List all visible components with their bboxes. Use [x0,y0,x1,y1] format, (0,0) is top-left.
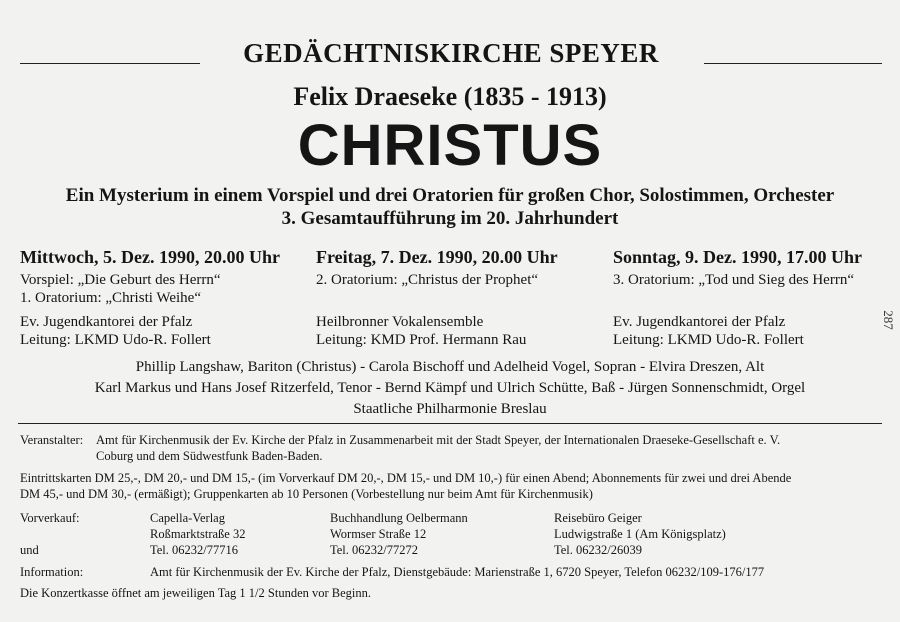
concert-column-1 [20,245,310,349]
work-title: CHRISTUS [297,113,603,178]
organizer-label: Veranstalter: [20,433,84,447]
concert-choir: Ev. Jugendkantorei der Pfalz [613,314,786,330]
organizer-text [96,432,886,464]
shop-phone: Tel. 06232/77272 [330,543,419,557]
ticket-prices [20,470,890,502]
shop-phone: Tel. 06232/26039 [554,543,643,557]
subtitle-line-1: Ein Mysterium in einem Vorspiel und drei Oratorien für großen Chor, Solostimmen, Orchester [65,185,835,206]
concert-work: 1. Oratorium: „Christi Weihe“ [20,290,201,306]
concert-column-2 [316,245,606,349]
concert-date: Mittwoch, 5. Dez. 1990, 20.00 Uhr [20,247,280,267]
organizer-line-1: Amt für Kirchenmusik der Ev. Kirche der Pfalz in Zusammenarbeit mit der Stadt Speyer, der Internationalen Draeseke-Gesellschaft e. V. [96,433,781,447]
venue-title: GEDÄCHTNISKIRCHE SPEYER [243,38,659,68]
shop-street: Ludwigstraße 1 (Am Königsplatz) [554,527,726,541]
margin-note: 287 [880,310,896,330]
shop-phone: Tel. 06232/77716 [150,543,239,557]
orchestra-line: Staatliche Philharmonie Breslau [353,401,547,417]
box-office-note: Die Konzertkasse öffnet am jeweiligen Tag 1 1/2 Stunden vor Beginn. [20,586,372,600]
information-label: Information: [20,565,84,579]
shop-street: Roßmarktstraße 32 [150,527,246,541]
concert-date: Sonntag, 9. Dez. 1990, 17.00 Uhr [613,247,863,267]
presale-and-label: und [20,543,39,557]
presale-shop [150,510,360,558]
concert-choir: Heilbronner Vokalensemble [316,314,484,330]
presale-label: Vorverkauf: [20,511,80,525]
concert-choir: Ev. Jugendkantorei der Pfalz [20,314,193,330]
shop-name: Buchhandlung Oelbermann [330,511,468,525]
ticket-line-1: Eintrittskarten DM 25,-, DM 20,- und DM 15,- (im Vorverkauf DM 20,-, DM 15,- und DM 10,-) für einen Abend; Abonnements für zwei und drei Abende [20,471,792,485]
subtitle-line-2: 3. Gesamtaufführung im 20. Jahrhundert [281,208,619,229]
cast-line-1: Phillip Langshaw, Bariton (Christus) - Carola Bischoff und Adelheid Vogel, Sopran - Elvira Dreszen, Alt [135,359,765,375]
concert-conductor: Leitung: LKMD Udo-R. Follert [613,332,804,348]
presale-block [20,510,890,560]
shop-name: Reisebüro Geiger [554,511,642,525]
concert-column-3 [613,245,893,349]
concert-work: 2. Oratorium: „Christus der Prophet“ [316,272,539,288]
cast-list [0,357,900,420]
shop-street: Wormser Straße 12 [330,527,427,541]
composer-line: Felix Draeseke (1835 - 1913) [293,82,607,111]
venue-header [18,38,884,72]
shop-name: Capella-Verlag [150,511,225,525]
cast-line-2: Karl Markus und Hans Josef Ritzerfeld, Tenor - Bernd Kämpf und Ulrich Schütte, Baß - Jürgen Sonnenschmidt, Orgel [94,380,806,396]
concert-work: Vorspiel: „Die Geburt des Herrn“ [20,272,221,288]
header-rule-right [704,63,882,64]
concert-conductor: Leitung: LKMD Udo-R. Follert [20,332,211,348]
presale-shop [330,510,540,558]
work-subtitle [0,184,900,230]
ticket-line-2: DM 45,- und DM 30,- (ermäßigt); Gruppenkarten ab 10 Personen (Vorbestellung nur beim Amt für Kirchenmusik) [20,487,593,501]
information-text: Amt für Kirchenmusik der Ev. Kirche der Pfalz, Dienstgebäude: Marienstraße 1, 6720 Speyer, Telefon 06232/109-176/177 [150,565,765,579]
concert-date: Freitag, 7. Dez. 1990, 20.00 Uhr [316,247,558,267]
organizer-line-2: Coburg und dem Südwestfunk Baden-Baden. [96,449,323,463]
concert-work: 3. Oratorium: „Tod und Sieg des Herrn“ [613,272,854,288]
section-divider [18,423,882,424]
presale-shop [554,510,764,558]
concert-conductor: Leitung: KMD Prof. Hermann Rau [316,332,527,348]
